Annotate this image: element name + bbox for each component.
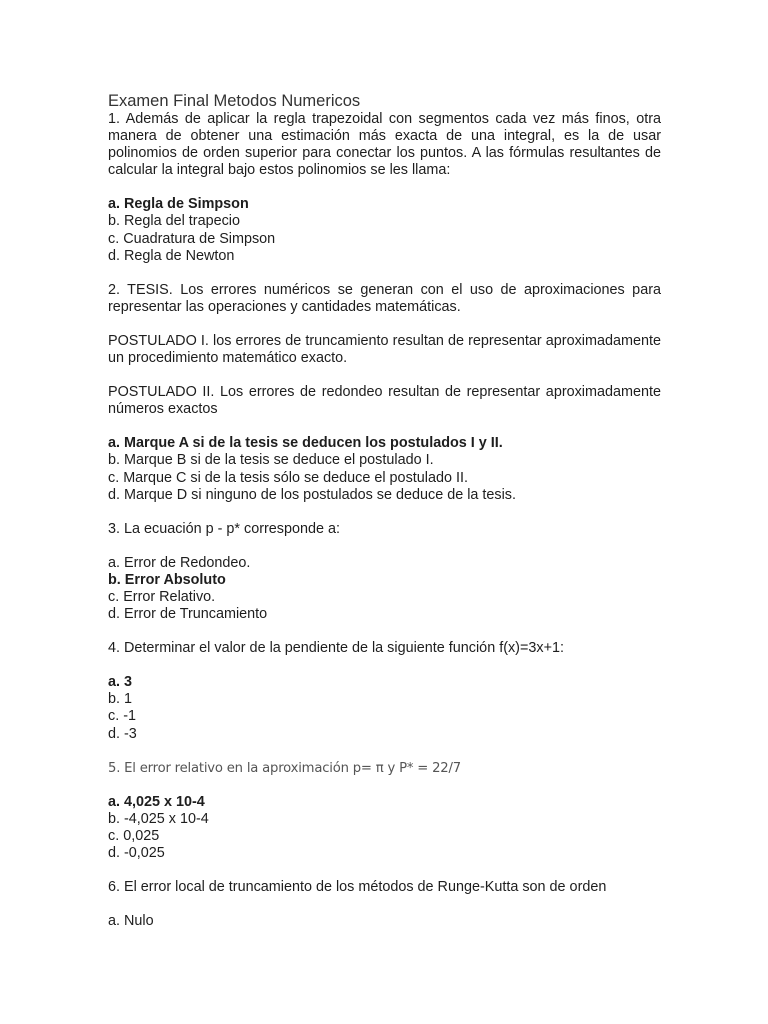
question-1-option-d: d. Regla de Newton xyxy=(108,247,235,264)
question-3-option-c: c. Error Relativo. xyxy=(108,588,216,605)
spacer xyxy=(108,896,661,913)
question-6-option-a: a. Nulo xyxy=(108,913,154,930)
question-4-option-a: a. 3 xyxy=(108,674,133,691)
spacer xyxy=(108,179,661,196)
spacer xyxy=(108,743,661,760)
question-5-text: 5. El error relativo en la aproximación p= π y P* = 22/7 xyxy=(108,760,461,776)
question-5-option-a: a. 4,025 x 10-4 xyxy=(108,793,205,810)
question-2-option-a: a. Marque A si de la tesis se deducen los postulados I y II. xyxy=(108,435,503,452)
question-5-option-b: b. -4,025 x 10-4 xyxy=(108,810,209,827)
question-3-option-d: d. Error de Truncamiento xyxy=(108,606,268,623)
exam-document xyxy=(108,92,661,930)
spacer xyxy=(108,504,661,521)
question-2-postulate-2: POSTULADO II. Los errores de redondeo resultan de representar aproximadamente números exactos xyxy=(108,384,661,418)
question-1-option-b: b. Regla del trapecio xyxy=(108,213,240,230)
question-2-thesis: 2. TESIS. Los errores numéricos se generan con el uso de aproximaciones para representar las operaciones y cantidades matemáticas. xyxy=(108,281,661,315)
question-2-option-b: b. Marque B si de la tesis se deduce el postulado I. xyxy=(108,452,434,469)
spacer xyxy=(108,418,661,435)
question-1-text: 1. Además de aplicar la regla trapezoidal con segmentos cada vez más finos, otra manera de obtener una estimación más exacta de una integral, es la de usar polinomios de orden superior para conectar los puntos. A las fórmulas resultantes de calcular la integral bajo estos polinomios se les llama: xyxy=(108,111,661,179)
spacer xyxy=(108,538,661,555)
question-6-text: 6. El error local de truncamiento de los métodos de Runge-Kutta son de orden xyxy=(108,879,607,896)
document-title: Examen Final Metodos Numericos xyxy=(108,92,361,110)
spacer xyxy=(108,777,661,794)
spacer xyxy=(108,265,661,282)
spacer xyxy=(108,316,661,333)
question-3-text: 3. La ecuación p - p* corresponde a: xyxy=(108,520,340,537)
question-4-option-c: c. -1 xyxy=(108,708,136,725)
question-4-option-d: d. -3 xyxy=(108,725,137,742)
spacer xyxy=(108,623,661,640)
question-4-text: 4. Determinar el valor de la pendiente de la siguiente función f(x)=3x+1: xyxy=(108,640,564,657)
question-1-option-c: c. Cuadratura de Simpson xyxy=(108,230,276,247)
spacer xyxy=(108,367,661,384)
question-1-option-a: a. Regla de Simpson xyxy=(108,196,249,213)
spacer xyxy=(108,862,661,879)
question-4-option-b: b. 1 xyxy=(108,691,133,708)
question-5-option-d: d. -0,025 xyxy=(108,845,165,861)
question-3-option-a: a. Error de Redondeo. xyxy=(108,554,251,571)
question-3-option-b: b. Error Absoluto xyxy=(108,571,226,588)
question-2-option-c: c. Marque C si de la tesis sólo se deduce el postulado II. xyxy=(108,469,468,486)
question-2-postulate-1: POSTULADO I. los errores de truncamiento resultan de representar aproximadamente un procedimiento matemático exacto. xyxy=(108,332,661,367)
question-2-option-d: d. Marque D si ninguno de los postulados se deduce de la tesis. xyxy=(108,486,516,503)
spacer xyxy=(108,657,661,674)
question-5-option-c: c. 0,025 xyxy=(108,827,160,844)
